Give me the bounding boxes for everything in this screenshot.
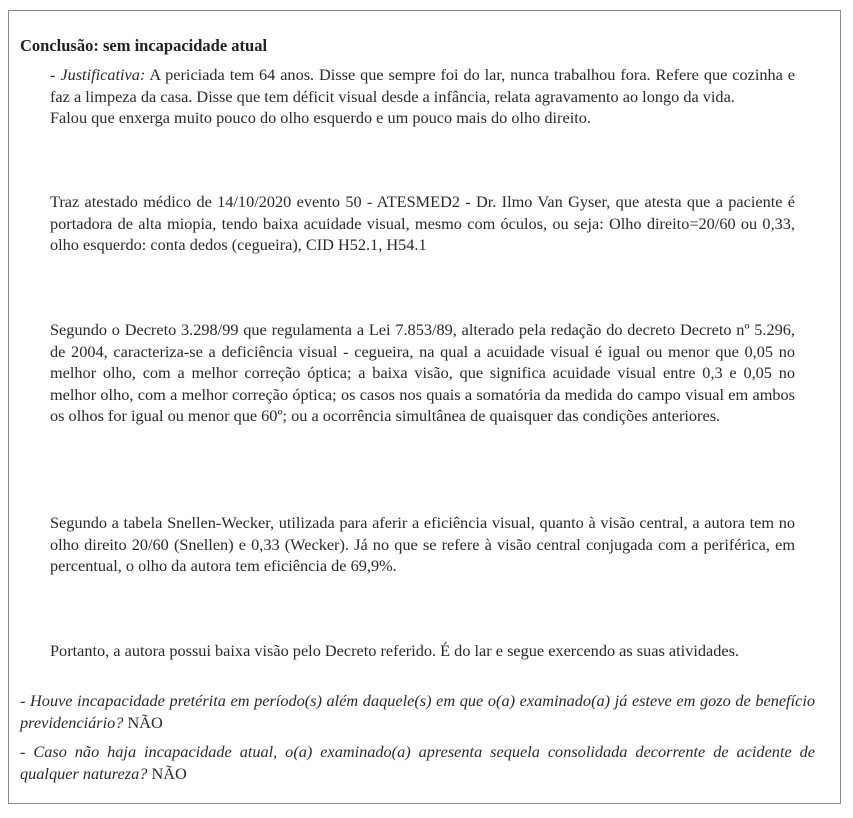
conclusion-heading: Conclusão: sem incapacidade atual	[20, 36, 268, 55]
question-sequela	[20, 741, 815, 785]
question-text: - Houve incapacidade pretérita em período(s) além daquele(s) em que o(a) examinado(a) já esteve em gozo de benefício previdenciário?	[20, 691, 815, 732]
justificativa-line2: Falou que enxerga muito pouco do olho esquerdo e um pouco mais do olho direito.	[50, 108, 591, 127]
question-prior-incapacity	[20, 690, 815, 734]
justificativa-label: Justificativa:	[60, 65, 146, 84]
portanto-paragraph: Portanto, a autora possui baixa visão pelo Decreto referido. É do lar e segue exercendo as suas atividades.	[50, 641, 739, 660]
snellen-paragraph: Segundo a tabela Snellen-Wecker, utilizada para aferir a eficiência visual, quanto à visão central, a autora tem no olho direito 20/60 (Snellen) e 0,33 (Wecker). Já no que se refere à visão central conjugada com a periférica, em percentual, o olho da autora tem eficiência de 69,9%.	[50, 513, 795, 575]
question-answer: NÃO	[147, 764, 187, 783]
justificativa-text: A periciada tem 64 anos. Disse que sempre foi do lar, nunca trabalhou fora. Refere que cozinha e faz a limpeza da casa. Disse que tem déficit visual desde a infância, relata agravamento ao longo da vida.	[50, 65, 796, 106]
atestado-paragraph: Traz atestado médico de 14/10/2020 evento 50 - ATESMED2 - Dr. Ilmo Van Gyser, que atesta que a paciente é portadora de alta miopia, tendo baixa acuidade visual, mesmo com óculos, ou seja: Olho direito=20/60 ou 0,33, olho esquerdo: conta dedos (cegueira), CID H52.1, H54.1	[50, 192, 795, 254]
decreto-paragraph: Segundo o Decreto 3.298/99 que regulamenta a Lei 7.853/89, alterado pela redação do decreto Decreto nº 5.296, de 2004, caracteriza-se a deficiência visual - cegueira, na qual a acuidade visual é igual ou menor que 0,05 no melhor olho, com a melhor correção óptica; a baixa visão, que significa acuidade visual entre 0,3 e 0,05 no melhor olho, com a melhor correção óptica; os casos nos quais a somatória da medida do campo visual em ambos os olhos for igual ou menor que 60º; ou a ocorrência simultânea de quaisquer das condições anteriores.	[50, 320, 795, 425]
justificativa-paragraph: - Justificativa: A periciada tem 64 anos. Disse que sempre foi do lar, nunca trabalhou fora. Refere que cozinha e faz a limpeza da casa. Disse que tem déficit visual desde a infância, relata agravamento ao longo da vida. Falou que enxerga muito pouco do olho esquerdo e um pouco mais do olho direito.	[50, 65, 796, 127]
question-answer: NÃO	[123, 713, 163, 732]
question-text: - Caso não haja incapacidade atual, o(a) examinado(a) apresenta sequela consolidada decorrente de acidente de qualquer natureza?	[20, 742, 815, 783]
